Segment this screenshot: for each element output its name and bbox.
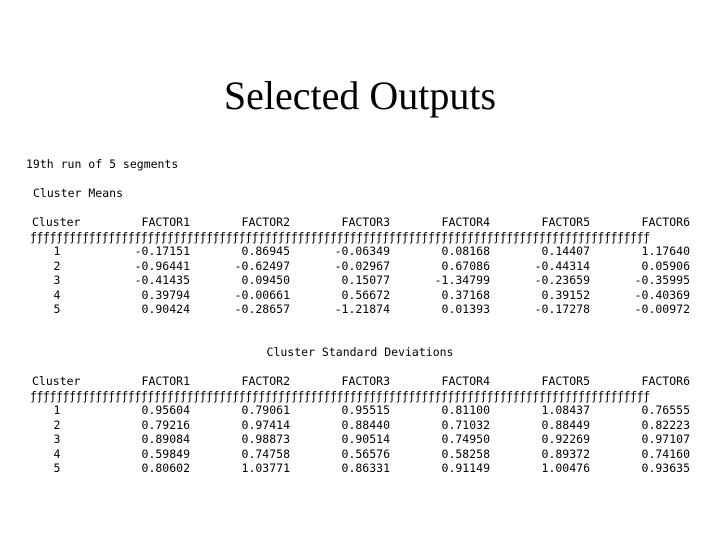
value-cell: 0.71032 (441, 417, 490, 432)
column-header-factor1: FACTOR1 (141, 215, 190, 229)
cluster-means-table (30, 215, 690, 317)
value-cell: 0.90514 (341, 432, 390, 446)
column-header-factor3: FACTOR3 (341, 374, 390, 388)
cluster-id-cell: 5 (53, 302, 61, 316)
value-cell: 0.39794 (141, 287, 190, 302)
cluster-id-cell: 3 (53, 432, 61, 446)
column-header-cluster: Cluster (32, 374, 81, 388)
value-cell: 0.67086 (441, 258, 490, 273)
column-header-factor3: FACTOR3 (341, 215, 390, 229)
table-row (30, 447, 690, 462)
table-header-row (30, 374, 690, 389)
cluster-id-cell: 1 (53, 244, 61, 258)
column-header-factor5: FACTOR5 (541, 374, 590, 388)
value-cell: 0.86945 (241, 244, 290, 258)
cluster-id-cell: 5 (53, 461, 61, 475)
value-cell: -0.02967 (334, 258, 390, 273)
value-cell: -0.00972 (634, 302, 690, 316)
cluster-means-heading: Cluster Means (33, 186, 124, 200)
column-header-cluster: Cluster (32, 215, 81, 229)
value-cell: 0.74160 (641, 446, 690, 461)
column-header-factor1: FACTOR1 (141, 374, 190, 388)
run-info-text: 19th run of 5 segments (26, 157, 179, 171)
cluster-id-cell: 3 (53, 273, 61, 287)
value-cell: 0.97414 (241, 417, 290, 432)
value-cell: 0.86331 (341, 461, 390, 475)
value-cell: 0.09450 (241, 273, 290, 287)
value-cell: -0.06349 (334, 244, 390, 258)
value-cell: 0.81100 (441, 403, 490, 417)
column-header-factor2: FACTOR2 (241, 215, 290, 229)
value-cell: -0.23659 (534, 273, 590, 287)
value-cell: 0.88449 (541, 417, 590, 432)
separator-row (30, 389, 690, 404)
value-cell: 0.90424 (141, 302, 190, 316)
cluster-id-cell: 1 (53, 403, 61, 417)
table-row (30, 288, 690, 303)
value-cell: 0.95515 (341, 403, 390, 417)
cluster-id-cell: 2 (53, 258, 61, 273)
value-cell: 0.59849 (141, 446, 190, 461)
table-row (30, 244, 690, 259)
value-cell: 0.08168 (441, 244, 490, 258)
value-cell: 0.91149 (441, 461, 490, 475)
value-cell: -0.17278 (534, 302, 590, 316)
value-cell: 0.88440 (341, 417, 390, 432)
column-header-factor2: FACTOR2 (241, 374, 290, 388)
value-cell: -1.34799 (434, 273, 490, 287)
value-cell: 0.76555 (641, 403, 690, 417)
table-header-row (30, 215, 690, 230)
value-cell: 0.80602 (141, 461, 190, 475)
cluster-std-devs-table (30, 374, 690, 476)
value-cell: 0.95604 (141, 403, 190, 417)
column-header-factor4: FACTOR4 (441, 374, 490, 388)
value-cell: -0.35995 (634, 273, 690, 287)
value-cell: 0.58258 (441, 446, 490, 461)
value-cell: 0.92269 (541, 432, 590, 446)
table-row (30, 302, 690, 317)
value-cell: 0.74758 (241, 446, 290, 461)
separator-row (30, 230, 690, 245)
value-cell: -0.28657 (234, 302, 290, 316)
cluster-id-cell: 4 (53, 446, 61, 461)
value-cell: -0.44314 (534, 258, 590, 273)
value-cell: 0.97107 (641, 432, 690, 446)
table-row (30, 461, 690, 476)
value-cell: 0.37168 (441, 287, 490, 302)
value-cell: 1.00476 (541, 461, 590, 475)
value-cell: 0.79216 (141, 417, 190, 432)
page-title: Selected Outputs (223, 73, 497, 118)
value-cell: -0.40369 (634, 287, 690, 302)
value-cell: -0.41435 (134, 273, 190, 287)
value-cell: 0.56672 (341, 287, 390, 302)
table-row (30, 259, 690, 274)
value-cell: 0.98873 (241, 432, 290, 446)
value-cell: 0.74950 (441, 432, 490, 446)
table-row (30, 403, 690, 418)
value-cell: -1.21874 (334, 302, 390, 316)
value-cell: 0.39152 (541, 287, 590, 302)
column-header-factor6: FACTOR6 (641, 215, 690, 229)
value-cell: 0.79061 (241, 403, 290, 417)
value-cell: 1.17640 (641, 244, 690, 258)
separator-line: ƒƒƒƒƒƒƒƒƒƒƒƒƒƒƒƒƒƒƒƒƒƒƒƒƒƒƒƒƒƒƒƒƒƒƒƒƒƒƒƒƒƒƒƒƒƒƒƒƒƒƒƒƒƒƒƒƒƒƒƒƒƒƒƒƒƒƒƒƒƒƒƒƒƒƒƒƒƒƒƒƒƒƒƒƒƒƒƒƒƒƒƒƒƒƒ (30, 229, 650, 244)
value-cell: 1.03771 (241, 461, 290, 475)
value-cell: -0.96441 (134, 258, 190, 273)
value-cell: 0.93635 (641, 461, 690, 475)
column-header-factor5: FACTOR5 (541, 215, 590, 229)
cluster-std-devs-heading: Cluster Standard Deviations (266, 345, 454, 359)
column-header-factor6: FACTOR6 (641, 374, 690, 388)
column-header-factor4: FACTOR4 (441, 215, 490, 229)
table-row (30, 273, 690, 288)
value-cell: 0.14407 (541, 244, 590, 258)
value-cell: 0.89372 (541, 446, 590, 461)
value-cell: -0.17151 (134, 244, 190, 258)
value-cell: 0.89084 (141, 432, 190, 446)
value-cell: 0.56576 (341, 446, 390, 461)
value-cell: 0.01393 (441, 302, 490, 316)
value-cell: -0.00661 (234, 287, 290, 302)
value-cell: 0.82223 (641, 417, 690, 432)
value-cell: -0.62497 (234, 258, 290, 273)
value-cell: 0.05906 (641, 258, 690, 273)
cluster-id-cell: 4 (53, 287, 61, 302)
table-row (30, 432, 690, 447)
value-cell: 1.08437 (541, 403, 590, 417)
table-row (30, 418, 690, 433)
cluster-id-cell: 2 (53, 417, 61, 432)
separator-line: ƒƒƒƒƒƒƒƒƒƒƒƒƒƒƒƒƒƒƒƒƒƒƒƒƒƒƒƒƒƒƒƒƒƒƒƒƒƒƒƒƒƒƒƒƒƒƒƒƒƒƒƒƒƒƒƒƒƒƒƒƒƒƒƒƒƒƒƒƒƒƒƒƒƒƒƒƒƒƒƒƒƒƒƒƒƒƒƒƒƒƒƒƒƒƒ (30, 388, 650, 403)
value-cell: 0.15077 (341, 273, 390, 287)
